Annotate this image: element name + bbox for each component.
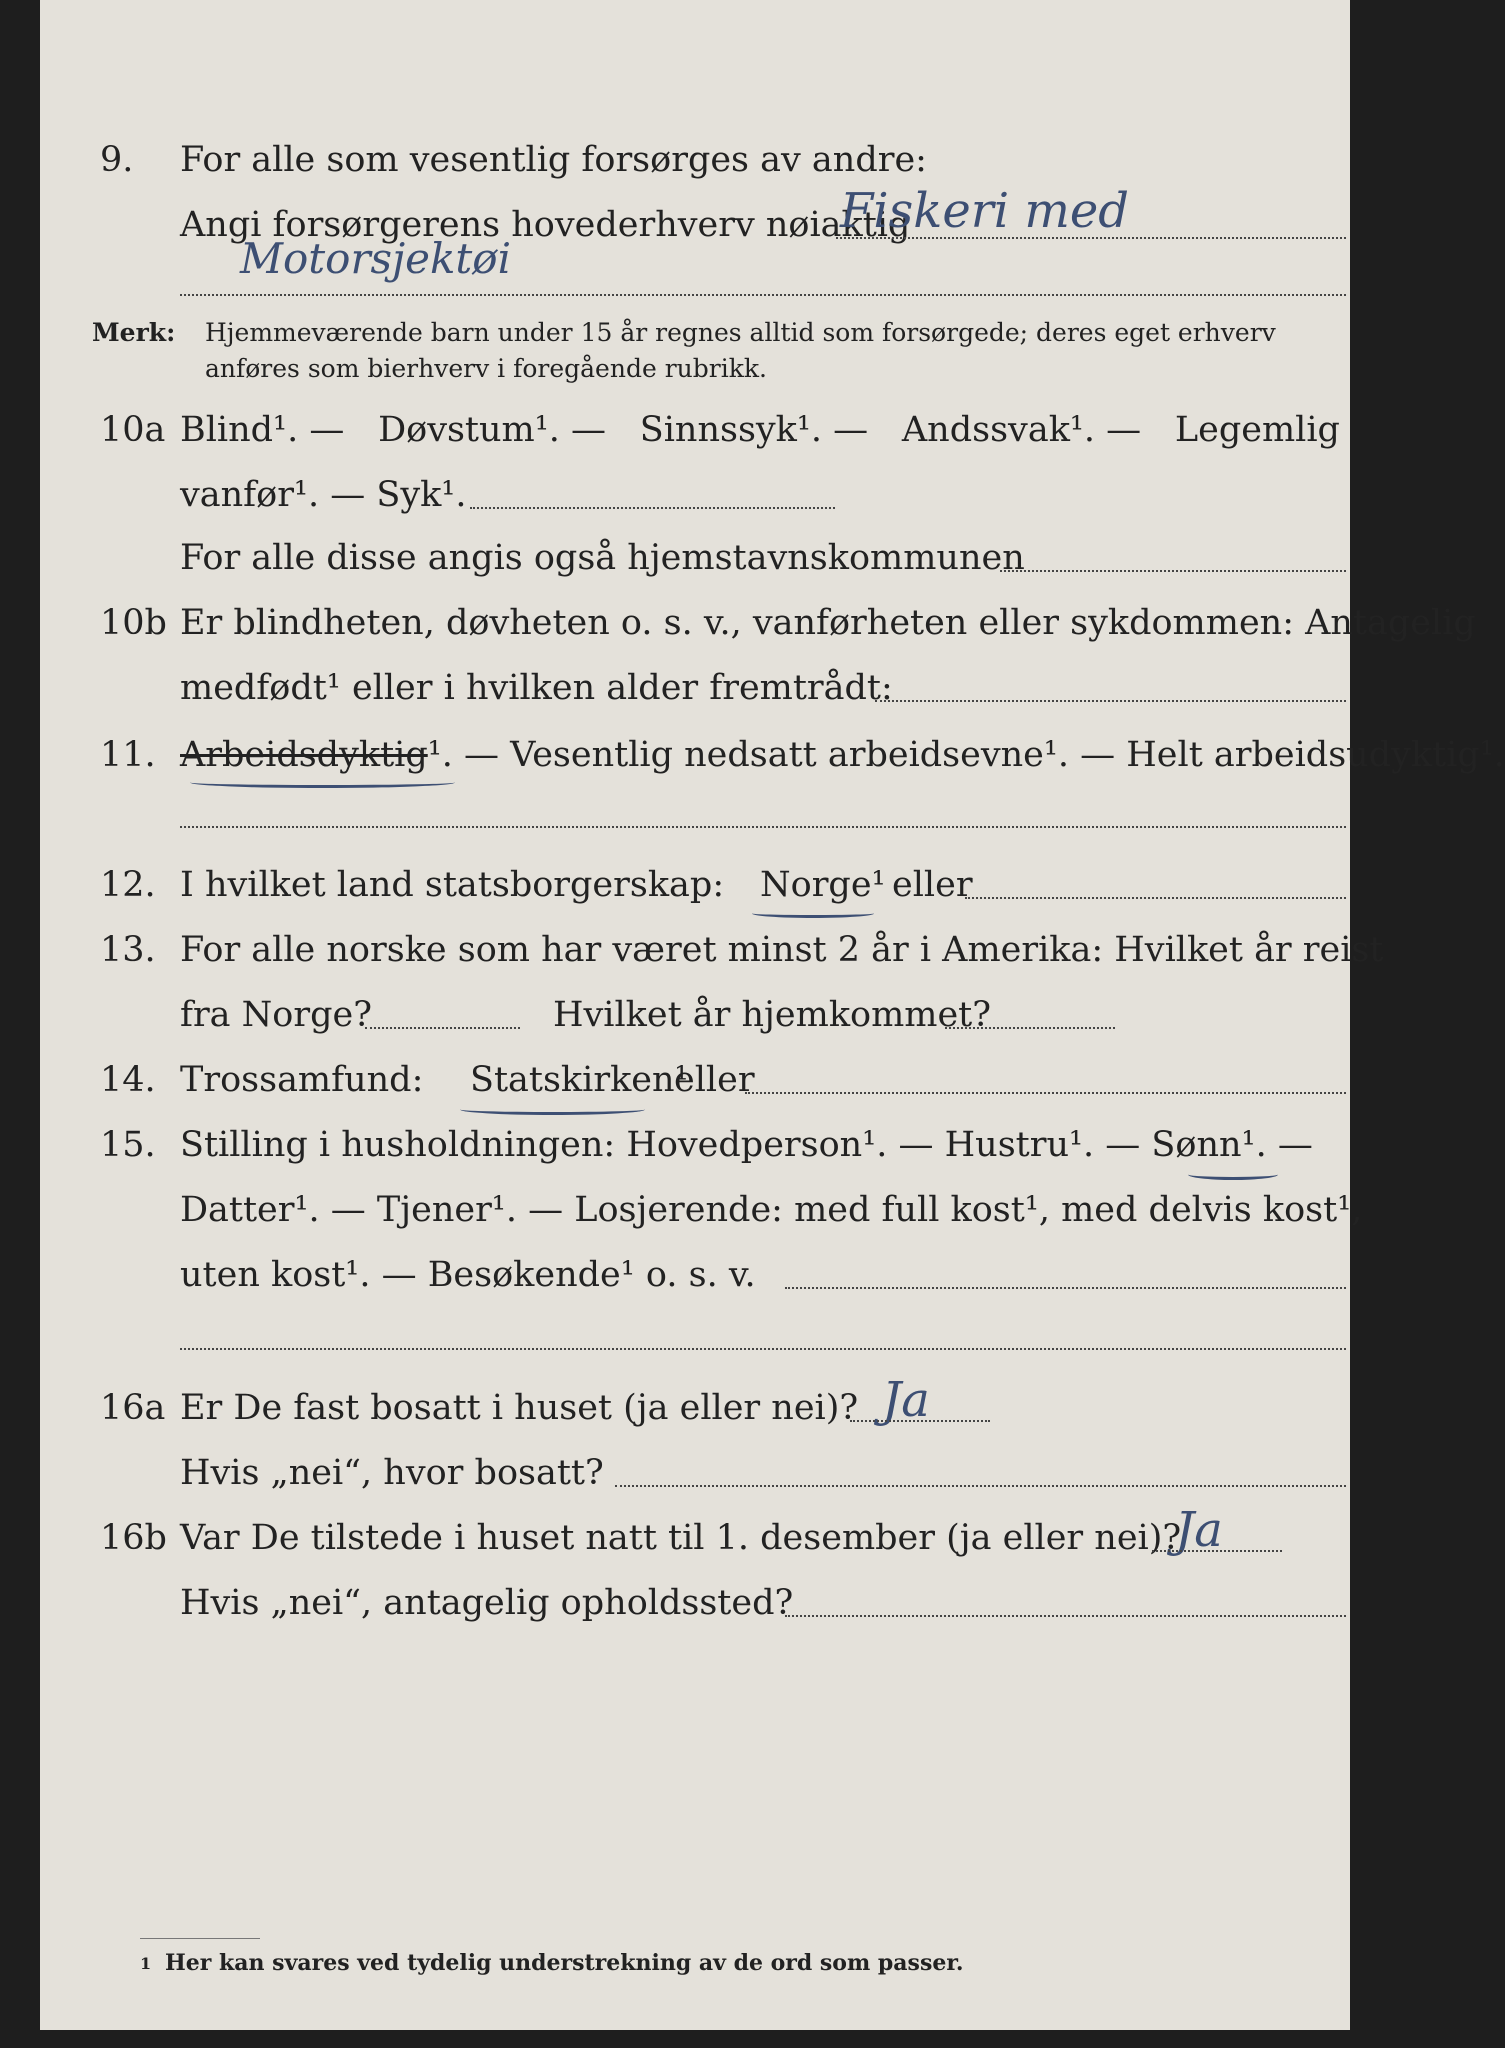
merk-text-line2: anføres som bierhverv i foregående rubrikk.: [205, 354, 767, 383]
q13-prompt: For alle norske som har været minst 2 år i Amerika: Hvilket år reist: [180, 930, 1384, 970]
q12-answer-line[interactable]: [965, 897, 1346, 899]
q15-line3: uten kost¹. — Besøkende¹ o. s. v.: [180, 1255, 756, 1295]
q16b-handwritten-answer: Ja: [1175, 1502, 1223, 1558]
q11-options: ¹. — Vesentlig nedsatt arbeidsevne¹. — Helt arbeidsudyktig¹.: [427, 735, 1505, 775]
q16b-opholdssted-line[interactable]: [785, 1615, 1346, 1617]
q10a-vanfor: vanfør¹. — Syk¹.: [180, 475, 467, 515]
q9-handwritten-answer: Fiskeri med: [840, 183, 1129, 239]
q11-struck-option: Arbeidsdyktig: [180, 735, 428, 775]
q16a-hvor: Hvis „nei“, hvor bosatt?: [180, 1453, 604, 1493]
q10a-options: [180, 410, 1340, 450]
footnote-text: Her kan svares ved tydelig understrekning av de ord som passer.: [165, 1950, 964, 1976]
q14-answer-line[interactable]: [745, 1092, 1346, 1094]
q13-reist: fra Norge?: [180, 995, 372, 1035]
q16b-prompt: Var De tilstede i huset natt til 1. desember (ja eller nei)?: [180, 1518, 1182, 1558]
option-blind[interactable]: Blind¹. —: [180, 410, 345, 450]
q16a-answer-line[interactable]: [850, 1420, 990, 1422]
q13-hjemkommet-line[interactable]: [945, 1027, 1115, 1029]
q12-eller: eller: [892, 865, 973, 905]
q11-answer-line[interactable]: [180, 826, 1346, 828]
option-sinnssyk[interactable]: Sinnssyk¹. —: [639, 410, 869, 450]
q14-choice-statskirken[interactable]: Statskirken¹: [470, 1060, 689, 1100]
q15-answer-line[interactable]: [785, 1287, 1346, 1289]
q15-line1: Stilling i husholdningen: Hovedperson¹. — Hustru¹. — Sønn¹. —: [180, 1125, 1313, 1165]
footnote-rule: [140, 1938, 260, 1939]
q10b-answer-line[interactable]: [875, 700, 1346, 702]
q16b-number: 16b: [100, 1518, 167, 1558]
q12-number: 12.: [100, 865, 156, 905]
q13-reist-line[interactable]: [365, 1027, 520, 1029]
q13-hjemkommet: Hvilket år hjemkommet?: [553, 995, 992, 1035]
q10a-hjemstavn: For alle disse angis også hjemstavnskommunen: [180, 538, 1025, 578]
q9-answer-line: [836, 237, 1346, 239]
merk-label: Merk:: [92, 318, 176, 347]
footnote-mark: 1: [140, 1954, 152, 1973]
q14-pen-underline: [460, 1104, 645, 1115]
q11-number: 11.: [100, 735, 156, 775]
q10b-prompt: Er blindheten, døvheten o. s. v., vanførheten eller sykdommen: Antagelig: [180, 603, 1476, 643]
census-form-page: [40, 0, 1505, 2030]
q16a-number: 16a: [100, 1388, 166, 1428]
q16a-prompt: Er De fast bosatt i huset (ja eller nei)?: [180, 1388, 859, 1428]
q13-number: 13.: [100, 930, 156, 970]
q10a-syk-line[interactable]: [470, 507, 835, 509]
q12-prompt: I hvilket land statsborgerskap:: [180, 865, 725, 905]
q14-eller: eller: [674, 1060, 755, 1100]
q9-handwritten-answer-cont: Motorsjektøi: [240, 234, 512, 283]
q15-answer-line-2[interactable]: [180, 1348, 1346, 1350]
option-andssvak[interactable]: Andssvak¹. —: [901, 410, 1142, 450]
q15-pen-underline: [1188, 1169, 1278, 1180]
q10b-number: 10b: [100, 603, 167, 643]
option-dovstum[interactable]: Døvstum¹. —: [378, 410, 607, 450]
option-legemlig[interactable]: Legemlig: [1174, 410, 1340, 450]
q9-prompt-line2: Angi forsørgerens hovederhverv nøiaktig: [180, 205, 911, 245]
q14-number: 14.: [100, 1060, 156, 1100]
q14-prompt: Trossamfund:: [180, 1060, 424, 1100]
q12-pen-underline: [752, 909, 874, 918]
q9-answer-line-2: [180, 294, 1346, 296]
q12-choice-norge[interactable]: Norge¹: [760, 865, 886, 905]
q9-number: 9.: [100, 140, 134, 180]
q11-pen-underline: [190, 777, 455, 788]
q16b-opholdssted: Hvis „nei“, antagelig opholdssted?: [180, 1583, 794, 1623]
q10a-number: 10a: [100, 410, 166, 450]
q16a-hvor-line[interactable]: [615, 1485, 1346, 1487]
q16b-answer-line[interactable]: [1152, 1550, 1282, 1552]
q16a-handwritten-answer: Ja: [882, 1372, 930, 1428]
q11-text: [180, 735, 1505, 775]
q15-number: 15.: [100, 1125, 156, 1165]
merk-text: Hjemmeværende barn under 15 år regnes alltid som forsørgede; deres eget erhverv: [205, 318, 1276, 347]
q9-prompt: For alle som vesentlig forsørges av andre:: [180, 140, 927, 180]
q10b-prompt-line2: medfødt¹ eller i hvilken alder fremtrådt:: [180, 668, 893, 708]
q15-line2: Datter¹. — Tjener¹. — Losjerende: med full kost¹, med delvis kost¹,: [180, 1190, 1363, 1230]
q10a-hjemstavn-line[interactable]: [1000, 570, 1346, 572]
